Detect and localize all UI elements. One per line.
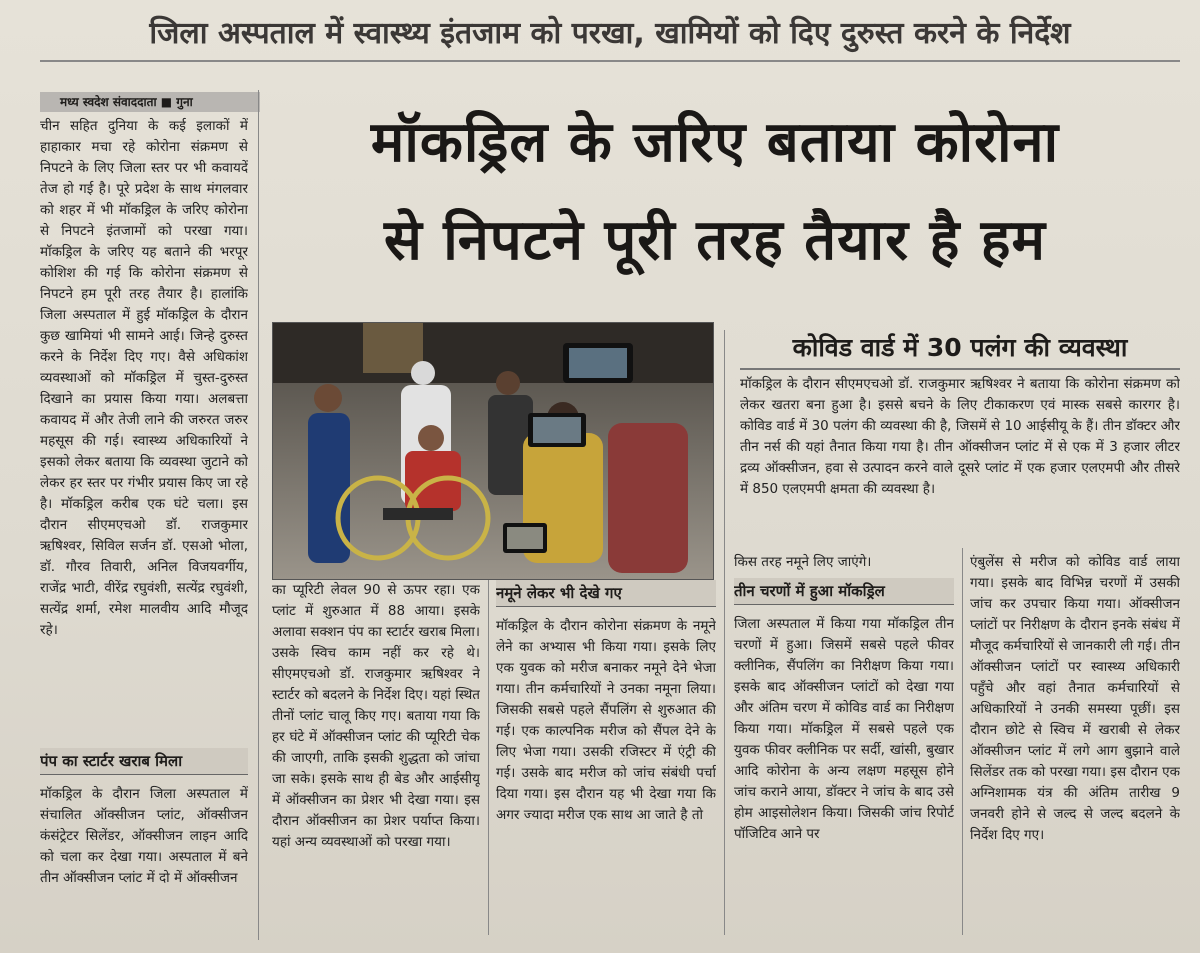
article-column-2: का प्यूरिटी लेवल 90 से ऊपर रहा। एक प्लांट में शुरुआत में 88 आया। इसके अलावा सक्शन पंप का स्टार्टर खराब मिला। उसके स्विच काम नहीं कर रहे थे। सीएमएचओ डॉ. राजकुमार ऋषिश्वर ने स्टार्टर को बदलने के निर्देश दिए। यहां स्थित तीनों प्लांट चालू किए गए। बताया गया कि हर घंटे में ऑक्सीजन प्लांट की प्यूरिटी चेक की जाएगी, ताकि इसकी शुद्धता को जांचा जा सके। इसके साथ ही बेड और आईसीयू में ऑक्सीजन का प्रेशर भी देखा गया। इस दौरान ऑक्सीजन का प्रेशर पर्याप्त किया। यहां अन्य व्यवस्थाओं को परखा गया। (272, 582, 480, 850)
column-divider (724, 330, 725, 935)
strap-headline: जिला अस्पताल में स्वास्थ्य इंतजाम को परखा, खामियों को दिए दुरुस्त करने के निर्देश (149, 16, 1071, 51)
column-divider (488, 580, 489, 935)
article-column-1: चीन सहित दुनिया के कई इलाकों में हाहाकार मचा रहे कोरोना संक्रमण से निपटने के लिए जिला स्तर पर भी कवायदें तेज हो गई है। पूरे प्रदेश के साथ मंगलवार को शहर में भी मॉकड्रिल के जरिए कोरोना से निपटने इंतजामों को परखा गया। मॉकड्रिल के जरिए यह बताने की भरपूर कोशिश की गई कि कोरोना संक्रमण से निपटने हम पूरी तरह तैयार है। हालांकि जिला अस्पताल में हुई मॉकड्रिल के दौरान कुछ खामियां भी सामने आई। जिन्हे दुरुस्त करने के निर्देश दिए गए। वैसे अधिकांश व्यवस्थाओं को मॉकड्रिल में चुस्त-दुरुस्त दिखाने का प्रयास किया गया। अलबत्ता कवायद में और तेजी लाने की जरुरत जरुर महसूस की गई। स्वास्थ्य अधिकारियों ने इसको लेकर बताया कि व्यवस्था जुटाने को लेकर हर स्तर पर गंभीर प्रयास किए जा रहे है। मॉकड्रिल करीब एक घंटे चला। इस दौरान सीएमएचओ डॉ. राजकुमार ऋषिश्वर, सिविल सर्जन डॉ. एसओ भोला, डॉ. गौरव तिवारी, अनिल विजयवर्गीय, राजेंद्र भाटी, वीरेंद्र रघुवंशी, सत्येंद्र रघुवंशी, सत्येंद्र शर्मा, रमेश मालवीय आदि मौजूद रहे। (40, 118, 248, 638)
column-divider (962, 548, 963, 935)
section-subhead-samples: नमूने लेकर भी देखे गए (496, 580, 716, 607)
main-headline (255, 94, 1175, 290)
column-divider (258, 90, 259, 940)
article-column-4: जिला अस्पताल में किया गया मॉकड्रिल तीन चरणों में हुआ। जिसमें सबसे पहले फीवर क्लीनिक, सैंपलिंग का निरीक्षण किया गया। इसके बाद ऑक्सीजन प्लांटों को देखा गया और अंतिम चरण में कोविड वार्ड का निरीक्षण किया गया। मॉकड्रिल में सबसे पहले एक युवक फीवर क्लीनिक पर सर्दी, खांसी, बुखार आदि कोरोना के अन्य लक्षण महसूस होने जांच कराने आया, डॉक्टर ने जांच के बाद उसे होम आइसोलेशन किया। जिसकी जांच रिपोर्ट पॉजिटिव आने पर (734, 616, 954, 842)
byline: मध्य स्वदेश संवाददाता ■ गुना (40, 92, 260, 112)
section-subhead-pump: पंप का स्टार्टर खराब मिला (40, 748, 248, 775)
mockdrill-photo (272, 322, 714, 580)
divider (740, 368, 1180, 370)
covid-ward-text: मॉकड्रिल के दौरान सीएमएचओ डॉ. राजकुमार ऋषिश्वर ने बताया कि कोरोना संक्रमण को लेकर खतरा बना हुआ है। इससे बचने के लिए टीकाकरण एवं मास्क सबसे कारगर है। कोविड वार्ड में 30 पलंग की व्यवस्था की है, जिसमें से 10 आईसीयू के हैं। तीन डॉक्टर और तीन नर्स की यहां तैनात किया गया है। तीन ऑक्सीजन प्लांट में से एक में 3 हजार लीटर द्रव्य ऑक्सीजन, हवा से उत्पादन करने वाले दूसरे प्लांट में एक हजार एलएमपी और तीसरे में 850 एलएमपी क्षमता की व्यवस्था है। (740, 376, 1180, 497)
headline-line-2: से निपटने पूरी तरह तैयार है हम (383, 208, 1047, 273)
article-column-3: मॉकड्रिल के दौरान कोरोना संक्रमण के नमूने लेने का अभ्यास भी किया गया। इसके लिए एक युवक को मरीज बनाकर नमूने देने भेजा गया। तीन कर्मचारियों ने उनका नमूना लिया। जिसकी सबसे पहले सैंपलिंग से शुरुआत की गई। एक काल्पनिक मरीज को सैंपल देने के लिए भेजा गया। उसकी रजिस्टर में एंट्री की गई। उसके बाद मरीज को जांच संबंधी पर्चा दिया गया। इस दौरान यह भी देखा गया कि अगर ज्यादा मरीज एक साथ आ जाते है तो (496, 618, 716, 823)
subhead-covid-ward: कोविड वार्ड में 30 पलंग की व्यवस्था (792, 333, 1128, 362)
column-4-lead-line: किस तरह नमूने लिए जाएंगे। (734, 554, 872, 570)
headline-line-1: मॉकड्रिल के जरिए बताया कोरोना (370, 110, 1060, 175)
article-column-5: एंबुलेंस से मरीज को कोविड वार्ड लाया गया। इसके बाद विभिन्न चरणों में उसकी जांच कर उपचार किया गया। ऑक्सीजन प्लांटों पर निरीक्षण के दौरान इनके संबंध में मौजूद कर्मचारियों से जानकारी ली गई। तीन ऑक्सीजन प्लांटों पर स्वास्थ्य अधिकारी पहुँचे और वहां तैनात कर्मचारियों से अधिकारियों ने उनकी समस्या पूछीं। इस दौरान छोटे से स्विच में खराबी से लेकर ऑक्सीजन प्लांट में लगे आग बुझाने वाले सिलेंडर तक को परखा गया। इस दौरान एक अग्निशामक यंत्र की अंतिम तारीख 9 जनवरी होने से जल्द से जल्द बदलने के निर्देश दिए गए। (970, 554, 1180, 843)
article-column-1-continued: मॉकड्रिल के दौरान जिला अस्पताल में संचालित ऑक्सीजन प्लांट, ऑक्सीजन कंसंट्रेटर सिलेंडर, ऑक्सीजन लाइन आदि को चला कर देखा गया। अस्पताल में बने तीन ऑक्सीजन प्लांट में दो में ऑक्सीजन (40, 786, 248, 886)
hospital-mockdrill-image (273, 323, 713, 579)
divider (40, 60, 1180, 62)
section-subhead-three-phases: तीन चरणों में हुआ मॉकड्रिल (734, 578, 954, 605)
